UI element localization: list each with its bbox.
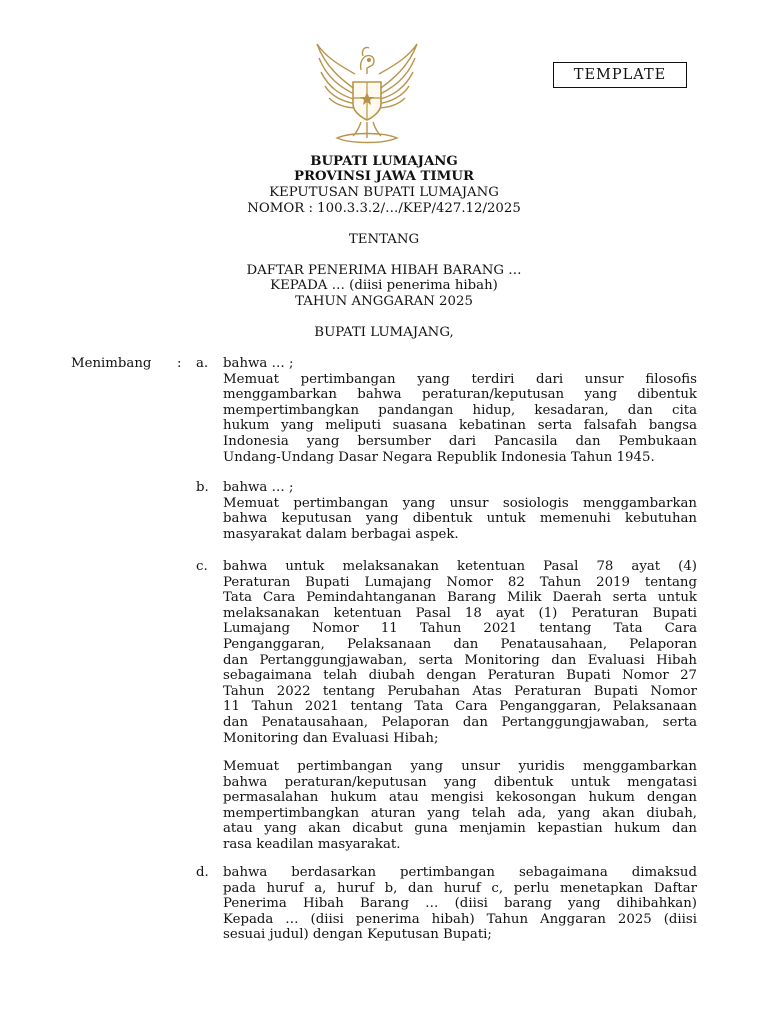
paragraph-line: Undang-Undang Dasar Negara Republik Indonesia Tahun 1945.: [223, 449, 655, 465]
paragraph-line: mempertimbangkan pandangan hidup, kesadaran, dan cita: [223, 402, 697, 418]
considering-item-paragraph: [223, 759, 697, 853]
tentang-heading: TENTANG: [348, 232, 420, 247]
paragraph-line: Indonesia yang bersumber dari Pancasila dan Pembukaan: [223, 433, 697, 449]
paragraph-line: Kepada … (diisi penerima hibah) Tahun Anggaran 2025 (diisi: [223, 911, 697, 927]
considering-item-letter: d.: [196, 865, 209, 880]
paragraph-line: bahwa keputusan yang dibentuk untuk memenuhi kebutuhan: [223, 511, 697, 527]
paragraph-line: Penerima Hibah Barang … (diisi barang yang dihibahkan): [223, 896, 697, 912]
considering-item-letter: b.: [196, 480, 209, 495]
paragraph-line: dan Penatausahaan, Pelaporan dan Pertanggungjawaban, serta: [223, 714, 697, 730]
paragraph-line: atau yang akan dicabut guna menjamin kepastian hukum dan: [223, 821, 697, 837]
considering-item-letter: a.: [196, 356, 209, 371]
paragraph-line: pada huruf a, huruf b, dan huruf c, perlu menetapkan Daftar: [223, 880, 697, 896]
paragraph-line: Tahun 2022 tentang Perubahan Atas Peraturan Bupati Nomor: [223, 683, 697, 699]
paragraph-line: bahwa untuk melaksanakan ketentuan Pasal 78 ayat (4): [223, 559, 697, 574]
paragraph-line: masyarakat dalam berbagai aspek.: [223, 526, 459, 542]
paragraph-line: sesuai judul) dengan Keputusan Bupati;: [223, 927, 492, 943]
considering-colon: :: [177, 356, 182, 371]
paragraph-line: sebagaimana telah diubah dengan Peraturan Bupati Nomor 27: [223, 668, 697, 684]
header-regent: BUPATI LUMAJANG: [310, 154, 458, 169]
header-decree: KEPUTUSAN BUPATI LUMAJANG: [269, 185, 499, 200]
paragraph-line: Memuat pertimbangan yang terdiri dari unsur filosofis: [223, 371, 697, 387]
title-line-1: DAFTAR PENERIMA HIBAH BARANG …: [246, 263, 522, 278]
header-number: NOMOR : 100.3.3.2/…/KEP/427.12/2025: [247, 201, 521, 216]
paragraph-line: hukum yang meliputi suasana kebatinan serta falsafah bangsa: [223, 418, 697, 434]
paragraph-line: rasa keadilan masyarakat.: [223, 836, 401, 852]
official-heading: BUPATI LUMAJANG,: [314, 325, 454, 340]
paragraph-line: 11 Tahun 2021 tentang Tata Cara Penganggaran, Pelaksanaan: [223, 699, 697, 715]
paragraph-line: permasalahan hukum atau mengisi kekosongan hukum dengan: [223, 790, 697, 806]
considering-item-letter: c.: [196, 559, 208, 574]
title-line-2: KEPADA … (diisi penerima hibah): [270, 278, 498, 293]
paragraph-line: mempertimbangkan aturan yang telah ada, yang akan diubah,: [223, 805, 697, 821]
considering-item-paragraph: [223, 480, 697, 542]
paragraph-line: Penganggaran, Pelaksanaan dan Penatausahaan, Pelaporan: [223, 636, 697, 652]
paragraph-line: bahwa … ;: [223, 480, 294, 495]
paragraph-line: bahwa berdasarkan pertimbangan sebagaimana dimaksud: [223, 865, 697, 880]
paragraph-line: Memuat pertimbangan yang unsur yuridis menggambarkan: [223, 759, 697, 774]
header-province: PROVINSI JAWA TIMUR: [294, 169, 474, 184]
paragraph-line: Memuat pertimbangan yang unsur sosiologis menggambarkan: [223, 495, 697, 511]
paragraph-line: melaksanakan ketentuan Pasal 18 ayat (1) Peraturan Bupati: [223, 605, 697, 621]
paragraph-line: bahwa … ;: [223, 356, 294, 371]
paragraph-line: Peraturan Bupati Lumajang Nomor 82 Tahun 2019 tentang: [223, 574, 697, 590]
paragraph-line: Tata Cara Pemindahtanganan Barang Milik Daerah serta untuk: [223, 590, 697, 606]
considering-item-paragraph: [223, 865, 697, 943]
considering-label: Menimbang: [71, 356, 152, 371]
template-badge: TEMPLATE: [553, 62, 687, 88]
paragraph-line: dan Pertanggungjawaban, serta Monitoring dan Evaluasi Hibah: [223, 652, 697, 668]
title-line-3: TAHUN ANGGARAN 2025: [295, 294, 473, 309]
considering-item-paragraph: [223, 559, 697, 746]
paragraph-line: menggambarkan bahwa peraturan/keputusan yang dibentuk: [223, 387, 697, 403]
paragraph-line: Lumajang Nomor 11 Tahun 2021 tentang Tata Cara: [223, 621, 697, 637]
considering-item-paragraph: [223, 356, 697, 465]
garuda-emblem-icon: [311, 40, 423, 150]
paragraph-line: bahwa peraturan/keputusan yang dibentuk untuk mengatasi: [223, 774, 697, 790]
paragraph-line: Monitoring dan Evaluasi Hibah;: [223, 730, 439, 746]
